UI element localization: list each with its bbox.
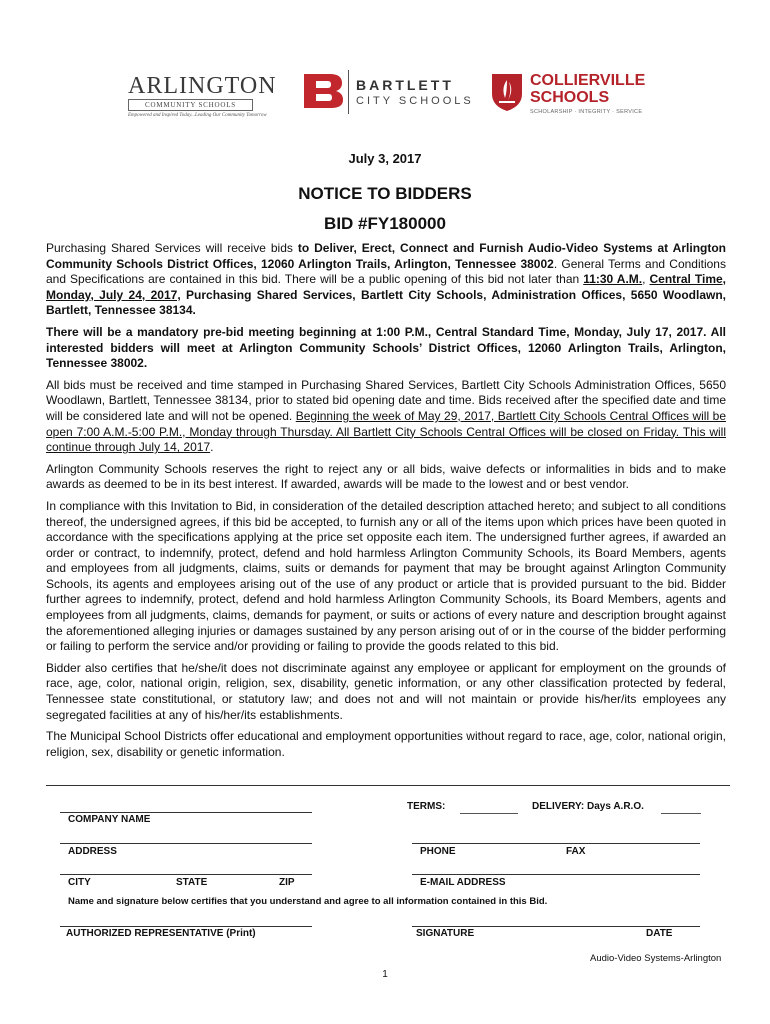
p1-text-e: , [642, 272, 650, 287]
arlington-logo [128, 74, 283, 124]
paragraph-nondiscrimination: Bidder also certifies that he/she/it does not discriminate against any employee or applicant for employment on the grounds of race, age, color, national origin, religion, sex, disability, genetic information, or any other classification protected by federal, Tennessee state constitutional, or statutory law; and does not and will not maintain or provide his/her/its employees any segregated facilities at any of his/her/its establishments. [46, 660, 726, 722]
p3-text-c: . [210, 440, 214, 455]
p1-text-g: Purchasing Shared Services, Bartlett City Schools, Administration Offices, 5650 Woodlawn, Bartlett, Tennessee 38134. [46, 287, 726, 318]
certify-note: Name and signature below certifies that you understand and agree to all information contained in this Bid. [68, 896, 548, 907]
terms-field[interactable] [460, 813, 518, 814]
phone-label: PHONE [420, 846, 456, 857]
bartlett-logo-subtitle: CITY SCHOOLS [356, 95, 474, 107]
form-top-rule [46, 785, 730, 786]
paragraph-compliance: In compliance with this Invitation to Bid, in consideration of the detailed description attached hereto; and subject to all conditions thereof, the undersigned agrees, if this bid be accepted, to furnish any or all of the items upon which prices have been quoted in accordance with the specifications applying at the price set opposite each item. The undersigned further agrees, if awarded an order or contract, to indemnify, protect, defend and hold harmless Arlington Community Schools, its Board Members, agents and employees from all judgments, claims, suits or demands for payment that may be brought against Arlington Community Schools, its agents and employees arising out of the use of any product or article that is provided pursuant to the bid. Bidder further agrees to indemnify, protect, defend and hold harmless Arlington Community Schools, its Board Members, agents and employees from all judgments, claims, demands for payment, or suits or actions of every nature and description brought against the aforementioned alleging injuries or damages sustained by any person arising out of or in the course of the bidder performing or failing to perform the service and/or providing or failing to provide the goods related to this bid. [46, 498, 726, 654]
address-label: ADDRESS [68, 846, 117, 857]
p1-text-d: 11:30 A.M. [583, 272, 643, 287]
delivery-label: DELIVERY: Days A.R.O. [532, 801, 644, 812]
p3-text-a: All bids must be received and time stamped in Purchasing Shared Services, Bartlett City Schools Administration Offices, 5650 Woodlawn, Bartlett, Tennessee 38134, prior to stated bid opening date and time. Bids received after the specified date and time will be considered late and will not be opened. [46, 377, 726, 423]
terms-label: TERMS: [407, 801, 446, 812]
signature-label: SIGNATURE [416, 928, 475, 939]
signature-date-field[interactable] [412, 926, 700, 927]
paragraph-equal-opportunity: The Municipal School Districts offer educational and employment opportunities without regard to race, age, color, national origin, religion, sex, disability or genetic information. [46, 729, 726, 759]
date-label: DATE [646, 928, 673, 939]
city-label: CITY [68, 877, 91, 888]
bid-number: BID #FY180000 [324, 214, 446, 233]
collierville-logo-tagline: SCHOLARSHIP · INTEGRITY · SERVICE [530, 109, 643, 115]
zip-label: ZIP [279, 877, 295, 888]
bartlett-b-logo-icon [302, 72, 344, 110]
paragraph-bid-scope [46, 241, 726, 319]
delivery-field[interactable] [661, 813, 701, 814]
collierville-shield-icon [490, 70, 524, 112]
paragraph-reservation: Arlington Community Schools reserves the right to reject any or all bids, waive defects or informalities in bids and to make awards as deemed to be in its best interest. If awarded, awards will be made to the lowest and or best vendor. [46, 461, 726, 492]
p1-text-b: to Deliver, Erect, Connect and Furnish Audio-Video Systems at Arlington Community Schools District Offices, 12060 Arlington Trails, Arlington, Tennessee 38002 [46, 241, 727, 271]
arlington-logo-subtitle: COMMUNITY SCHOOLS [128, 99, 253, 111]
email-label: E-MAIL ADDRESS [420, 877, 506, 888]
p1-text-c: . General Terms and Conditions and Specifications are contained in this bid. There will be a public opening of this bid not later than [46, 256, 726, 287]
p1-text-a: Purchasing Shared Services will receive bids [46, 241, 298, 255]
address-field[interactable] [60, 843, 312, 844]
notice-body [46, 241, 726, 766]
state-label: STATE [176, 877, 208, 888]
city-state-zip-field[interactable] [60, 874, 312, 875]
arlington-logo-tagline: Empowered and Inspired Today...Leading Our Community Tomorrow [128, 113, 267, 118]
authorized-rep-label: AUTHORIZED REPRESENTATIVE (Print) [66, 928, 256, 939]
bartlett-logo-divider [348, 70, 349, 114]
page-number: 1 [382, 969, 388, 980]
authorized-rep-field[interactable] [60, 926, 312, 927]
bartlett-logo-name: BARTLETT [356, 77, 454, 93]
notice-date: July 3, 2017 [348, 151, 422, 166]
arlington-logo-name: ARLINGTON [128, 73, 277, 99]
paragraph-bid-receipt [46, 378, 726, 456]
collierville-logo-name-line1: COLLIERVILLE [530, 72, 646, 89]
fax-label: FAX [566, 846, 586, 857]
company-name-field[interactable] [60, 812, 312, 813]
paragraph-prebid-meeting: There will be a mandatory pre-bid meeting beginning at 1:00 P.M., Central Standard Time, Monday, July 17, 2017. All interested bidders will meet at Arlington Community Schools’ District Offices, 12060 Arlington Trails, Arlington, Tennessee 38002. [46, 324, 726, 371]
p3-text-b: Beginning the week of May 29, 2017, Bartlett City Schools Central Offices will be open 7:00 A.M.-5:00 P.M., Monday through Thursday. All Bartlett City Schools Central Offices will be closed on Friday. This will continue through July 14, 2017 [46, 408, 726, 455]
p1-text-f: Central Time, Monday, July 24, 2017, [46, 272, 726, 302]
phone-fax-field[interactable] [412, 843, 700, 844]
company-name-label: COMPANY NAME [68, 814, 151, 825]
page-title: NOTICE TO BIDDERS [298, 184, 472, 203]
document-label: Audio-Video Systems-Arlington [590, 953, 722, 964]
email-field[interactable] [412, 874, 700, 875]
collierville-logo-name-line2: SCHOOLS [530, 89, 610, 106]
